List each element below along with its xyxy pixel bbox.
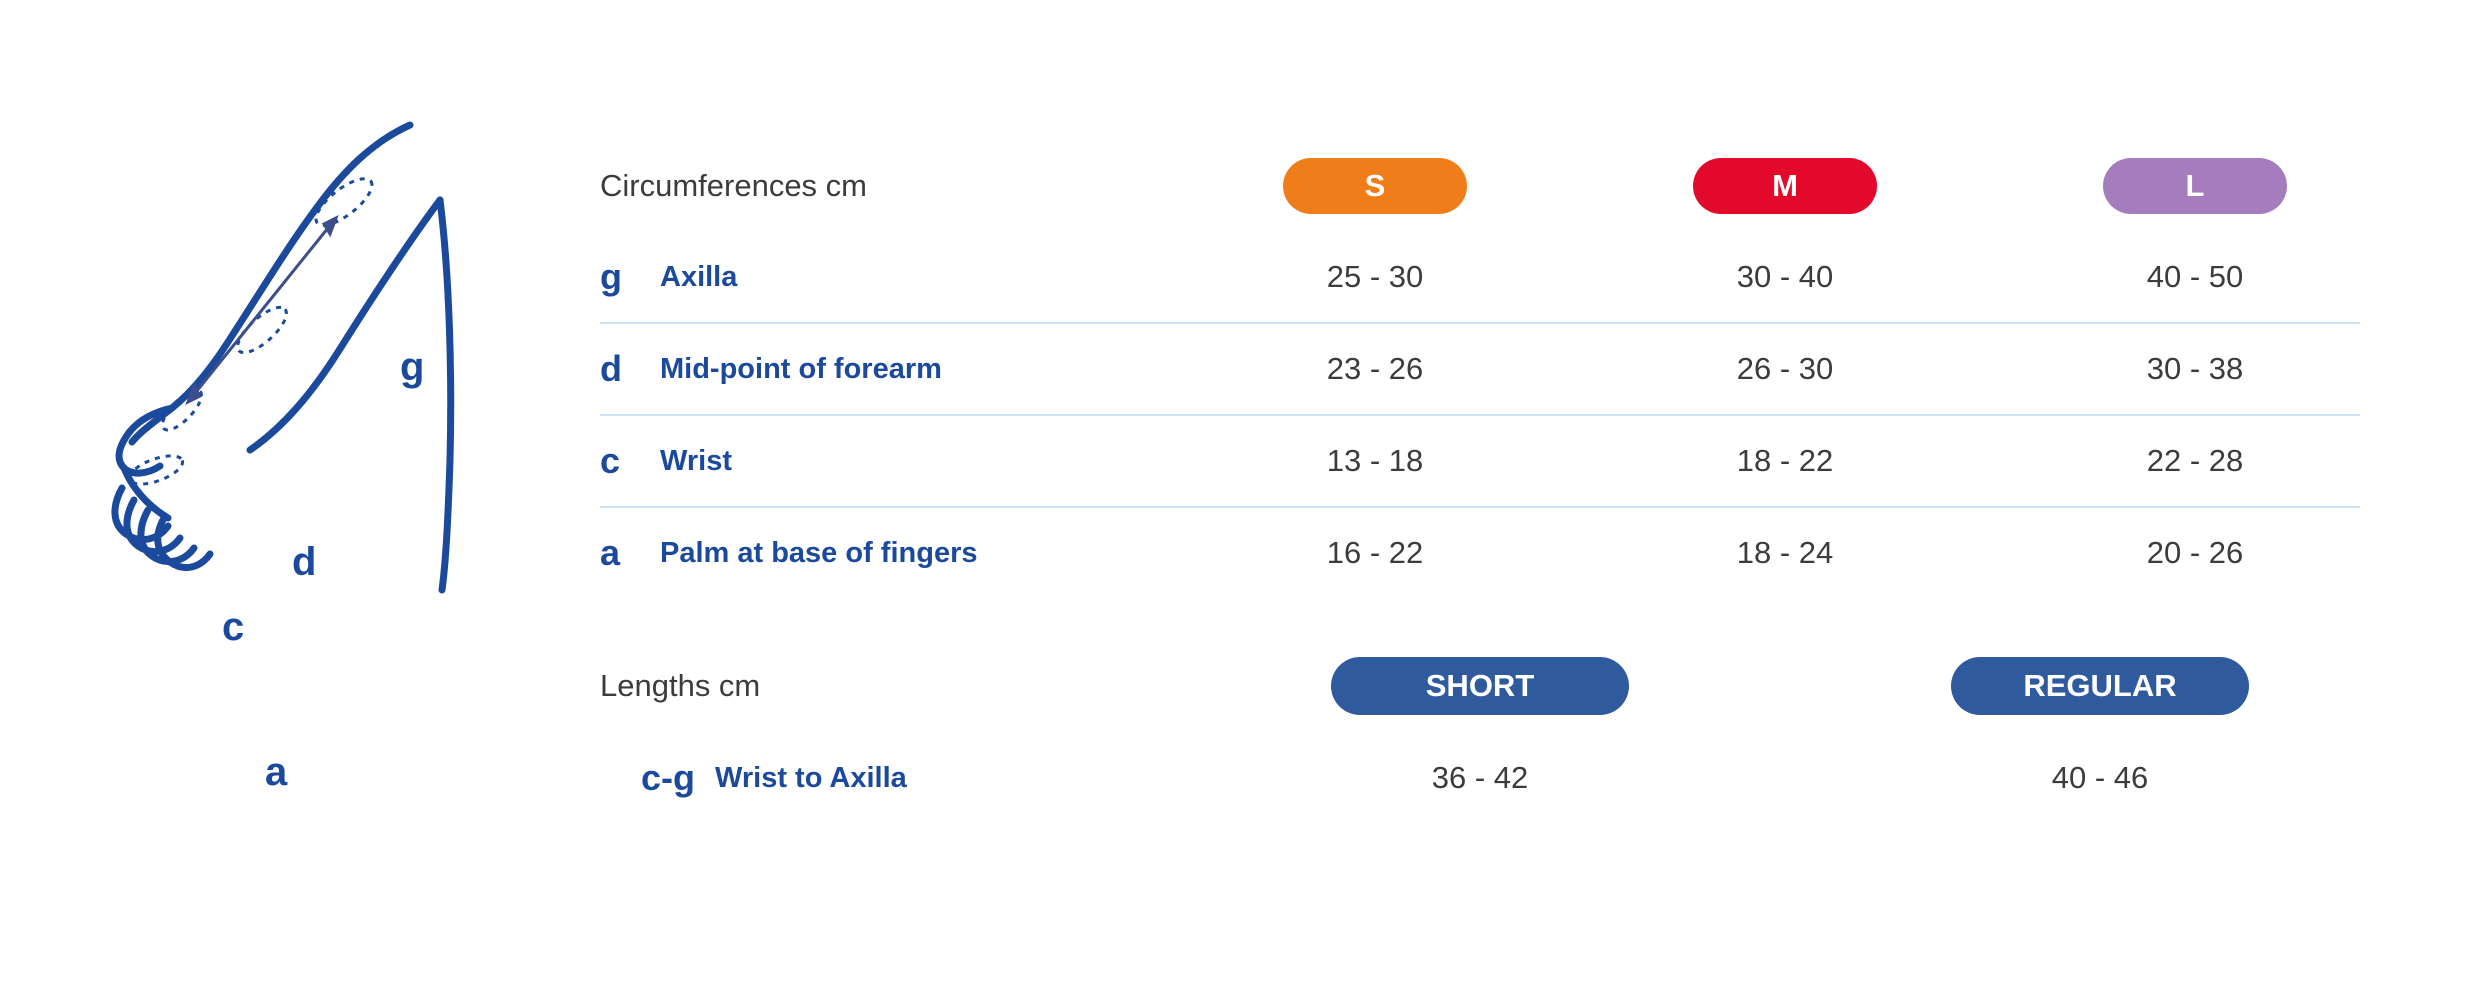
size-column-s <box>1170 158 1580 214</box>
row-value-s: 13 - 18 <box>1326 443 1424 478</box>
row-label: Mid-point of forearm <box>660 352 942 385</box>
row-value-l: 40 - 50 <box>2146 259 2244 294</box>
row-label: Palm at base of fingers <box>660 536 978 569</box>
row-label: Wrist to Axilla <box>715 761 907 794</box>
lengths-title: Lengths cm <box>600 668 761 703</box>
table-row <box>600 508 2360 598</box>
row-value-l: 22 - 28 <box>2146 443 2244 478</box>
table-row <box>600 732 2360 824</box>
size-badge-l: L <box>2103 158 2287 214</box>
arm-illustration-icon <box>110 120 610 740</box>
row-label: Axilla <box>660 260 738 293</box>
circumferences-table <box>600 140 2360 598</box>
diagram-label-a: a <box>265 750 288 794</box>
row-value-l: 30 - 38 <box>2146 351 2244 386</box>
row-value-regular: 40 - 46 <box>2051 760 2149 795</box>
size-column-l <box>1990 158 2400 214</box>
size-badge-s: S <box>1283 158 1467 214</box>
row-value-s: 25 - 30 <box>1326 259 1424 294</box>
length-column-short <box>1170 657 1790 715</box>
row-value-m: 30 - 40 <box>1736 259 1834 294</box>
row-key: a <box>600 532 621 573</box>
lengths-header-row <box>600 640 2360 732</box>
row-key: c <box>600 440 621 481</box>
length-column-regular <box>1790 657 2410 715</box>
table-row <box>600 232 2360 324</box>
row-value-m: 18 - 22 <box>1736 443 1834 478</box>
size-column-m <box>1580 158 1990 214</box>
arm-measurement-diagram <box>110 120 610 794</box>
diagram-label-g: g <box>400 345 425 389</box>
row-label: Wrist <box>660 444 732 477</box>
row-value-l: 20 - 26 <box>2146 535 2244 570</box>
diagram-label-c: c <box>222 605 245 649</box>
row-value-s: 23 - 26 <box>1326 351 1424 386</box>
circumferences-header-row <box>600 140 2360 232</box>
row-key: d <box>600 348 622 389</box>
lengths-table <box>600 640 2360 824</box>
diagram-label-d: d <box>292 540 317 584</box>
circumferences-title: Circumferences cm <box>600 168 867 203</box>
size-badge-m: M <box>1693 158 1877 214</box>
row-value-short: 36 - 42 <box>1431 760 1529 795</box>
row-key: c-g <box>641 757 695 798</box>
table-row <box>600 416 2360 508</box>
length-badge-short: SHORT <box>1331 657 1629 715</box>
row-value-s: 16 - 22 <box>1326 535 1424 570</box>
row-key: g <box>600 256 622 297</box>
row-value-m: 18 - 24 <box>1736 535 1834 570</box>
length-badge-regular: REGULAR <box>1951 657 2249 715</box>
table-row <box>600 324 2360 416</box>
row-value-m: 26 - 30 <box>1736 351 1834 386</box>
